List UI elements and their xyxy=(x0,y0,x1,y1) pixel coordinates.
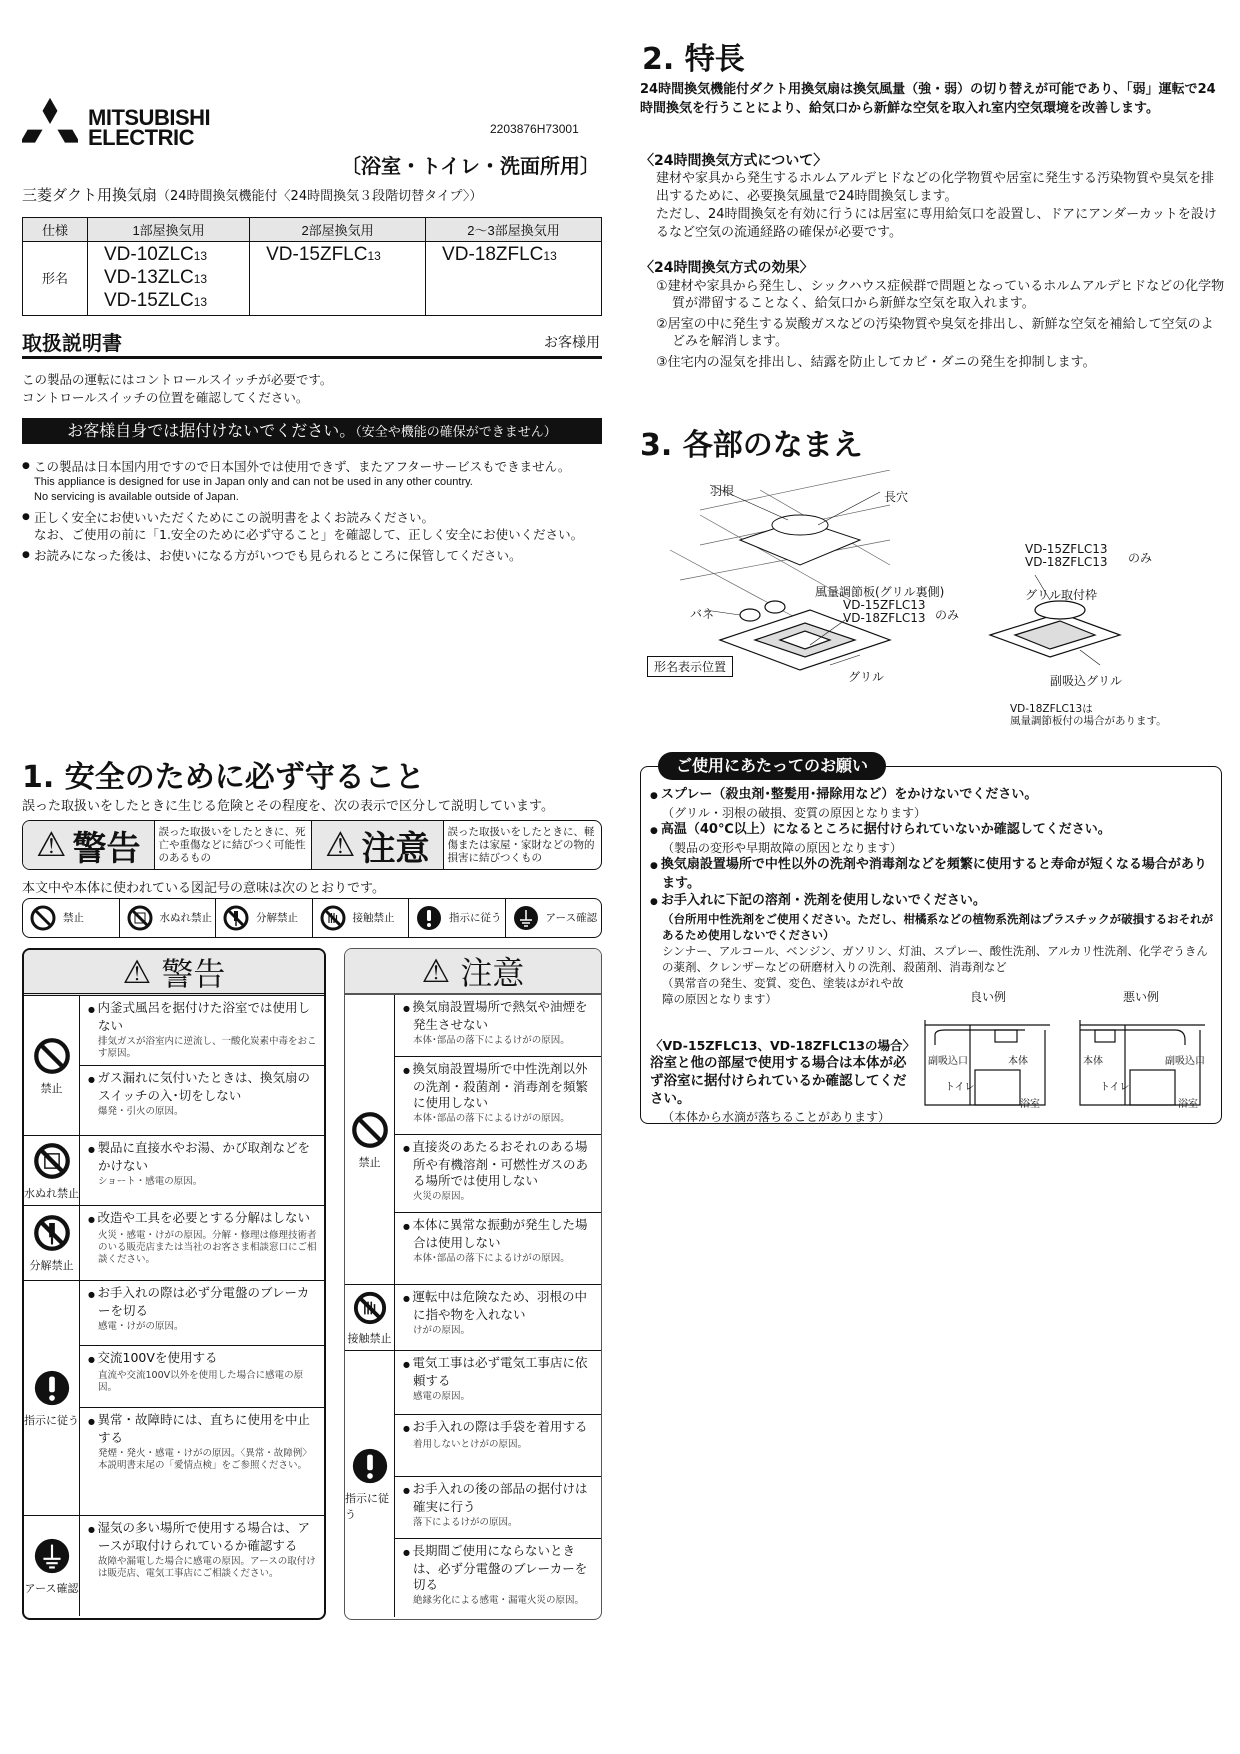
warning-panel-header: ⚠ 警告 xyxy=(24,950,324,996)
label-damper: 風量調節板(グリル裏側) xyxy=(815,585,945,599)
symbol-follow-instructions: 指示に従う xyxy=(409,899,506,937)
notice-item: ● この製品は日本国内用ですので日本国外では使用できず、またアフターサービスもできません。 This appliance is designed for use in Japan only and can not be used in any other country. No servicing is available outside of Japan. xyxy=(22,458,612,505)
request-item: ● 高温（40℃以上）になるところに据付けられていないか確認してください。 xyxy=(650,821,1216,840)
request-note: （製品の変形や早期故障の原因となります） xyxy=(662,841,903,855)
exclamation-icon xyxy=(32,1368,72,1408)
label-damper-note: VD-18ZFLC13は 風量調節板付の場合があります。 xyxy=(1010,703,1167,727)
group-icon: 指示に従う xyxy=(345,1351,395,1617)
usage-label: 〔浴室・トイレ・洗面所用〕 xyxy=(341,154,600,178)
warning-group-no-disassembly xyxy=(24,1206,324,1281)
label-damper-models: VD-15ZFLC13 VD-18ZFLC13 xyxy=(843,598,926,625)
label-grille: グリル xyxy=(848,670,885,684)
warning-item: ● 湿気の多い場所で使用する場合は、アースが取付けられているか確認する 故障や漏電した場合に感電の原因。アースの取付けは販売店、電気工事店にご相談ください。 xyxy=(80,1516,324,1584)
fig-body-good: 本体 xyxy=(1008,1056,1028,1067)
caution-desc: 誤った取扱いをしたときに、軽傷または家屋・家財などの物的損害に結びつくもの xyxy=(447,825,595,864)
exclamation-icon xyxy=(350,1446,390,1486)
symbol-no-water: 水ぬれ禁止 xyxy=(120,899,217,937)
fig-toilet-bad: トイレ xyxy=(1100,1082,1130,1093)
effect-item: ②居室の中に発生する炭酸ガスなどの汚染物質や臭気を排出し、新鮮な空気を補給して空気のよどみを解消します。 xyxy=(656,317,1214,349)
notice-item: ● 正しく安全にお使いいただくためにこの説明書をよくお読みください。 なお、ご使用の前に「1.安全のために必ず守ること」を確認して、正しく安全にお使いください。 xyxy=(22,509,612,543)
no-self-install-banner xyxy=(22,418,602,444)
warning-triangle-icon: ⚠ xyxy=(36,825,67,865)
warning-desc: 誤った取扱いをしたときに、死亡や重傷などに結びつく可能性のあるもの xyxy=(155,821,312,869)
label-frame-models: VD-15ZFLC13 VD-18ZFLC13 xyxy=(1025,542,1108,569)
warning-group-no-water xyxy=(24,1136,324,1206)
ground-icon xyxy=(512,904,540,932)
caution-group-prohibited xyxy=(345,995,601,1285)
method-body: 建材や家具から発生するホルムアルデヒドなどの化学物質や居室に発生する汚染物質や臭気を排出するために、必要換気風量で24時間換気します。 ただし、24時間換気を有効に行うには居室に専用給気口を設置し、ドアにアンダーカットを設けるなど空気の流通経路の確保が必要です。 xyxy=(656,171,1217,240)
fig-body-bad: 本体 xyxy=(1083,1056,1103,1067)
document-code: 2203876H73001 xyxy=(490,122,579,136)
label-sub-grille: 副吸込グリル xyxy=(1050,674,1123,688)
intro-line: コントロールスイッチの位置を確認してください。 xyxy=(22,390,309,405)
banner-text: お客様自身では据付けないでください。 xyxy=(67,421,356,440)
model-note: 〈VD-15ZFLC13、VD-18ZFLC13の場合〉 xyxy=(650,1038,916,1053)
label-only: のみ xyxy=(935,608,960,622)
fig-sub-inlet-bad: 副吸込口 xyxy=(1165,1056,1205,1067)
no-disassembly-icon xyxy=(222,904,250,932)
request-note: （台所用中性洗剤をご使用ください。ただし、柑橘系などの植物系洗剤はプラスチックが破損するおそれがあるため使用しないでください） xyxy=(662,912,1214,942)
symbol-prohibited: 禁止 xyxy=(23,899,120,937)
models-2room: VD-15ZFLC13 xyxy=(250,242,426,316)
fig-toilet-good: トイレ xyxy=(945,1082,975,1093)
group-icon: 禁止 xyxy=(345,995,395,1284)
section-3-heading: 3. 各部のなまえ xyxy=(640,428,863,463)
prohibited-icon xyxy=(32,1036,72,1076)
section-1-heading: 1. 安全のために必ず守ること xyxy=(22,760,425,795)
request-item: ● お手入れに下記の溶剤・洗剤を使用しないでください。 xyxy=(650,892,1216,911)
caution-item: ● 長期間ご使用にならないときは、必ず分電盤のブレーカーを切る 絶縁劣化による感電・漏電火災の原因。 xyxy=(395,1539,601,1611)
symbol-legend xyxy=(22,898,602,938)
warning-item: ● 交流100Vを使用する 直流や交流100V以外を使用した場合に感電の原因。 xyxy=(80,1346,324,1408)
spec-table xyxy=(22,217,602,316)
caution-item: ● お手入れの際は手袋を着用する 着用しないとけがの原因。 xyxy=(395,1415,601,1477)
caution-group-instructions xyxy=(345,1351,601,1617)
group-icon: アース確認 xyxy=(24,1516,80,1616)
intro-line: この製品の運転にはコントロールスイッチが必要です。 xyxy=(22,372,333,387)
request-note: （異常音の発生、変質、変色、塗装はがれや故障の原因となります） xyxy=(662,976,904,1006)
effect-item: ③住宅内の湿気を排出し、結露を防止してカビ・ダニの発生を抑制します。 xyxy=(656,355,1096,370)
prohibited-icon xyxy=(350,1110,390,1150)
caution-triangle-icon: ⚠ xyxy=(421,952,451,990)
divider xyxy=(22,356,602,359)
group-icon: 指示に従う xyxy=(24,1281,80,1515)
notice-item: ● お読みになった後は、お使いになる方がいつでも見られるところに保管してください。 xyxy=(22,547,612,564)
product-title: 三菱ダクト用換気扇 xyxy=(22,186,158,204)
fig-bath-good: 浴室 xyxy=(1020,1099,1040,1110)
notice-list xyxy=(22,458,612,568)
group-icon: 接触禁止 xyxy=(345,1285,395,1350)
request-note: （グリル・羽根の破損、変質の原因となります） xyxy=(662,806,927,820)
label-name-position: 形名表示位置 xyxy=(647,656,733,677)
subheading-effects: 〈24時間換気方式の効果〉 xyxy=(640,260,814,276)
product-name xyxy=(22,184,482,205)
mitsubishi-logo-icon xyxy=(22,96,78,152)
label-grille-frame: グリル取付枠 xyxy=(1025,588,1098,602)
features-lead: 24時間換気機能付ダクト用換気扇は換気風量（強・弱）の切り替えが可能であり、「弱」運転で24時間換気を行うことにより、給気口から新鮮な空気を取入れ室内空気環境を改善します。 xyxy=(640,82,1216,116)
section-2-heading: 2. 特長 xyxy=(642,42,745,77)
symbol-no-touch: 接触禁止 xyxy=(313,899,410,937)
symbol-no-disassembly: 分解禁止 xyxy=(216,899,313,937)
request-item: ● スプレー（殺虫剤･整髪用･掃除用など）をかけないでください。 xyxy=(650,786,1216,805)
safety-intro: 誤った取扱いをしたときに生じる危険とその程度を、次の表示で区分して説明しています。 xyxy=(22,799,554,814)
effects-list xyxy=(656,278,1226,375)
spec-model-row xyxy=(23,242,602,316)
warning-item: ● お手入れの際は必ず分電盤のブレーカーを切る 感電・けがの原因。 xyxy=(80,1281,324,1346)
warning-group-prohibited xyxy=(24,996,324,1136)
bath-install-note: 浴室と他の部屋で使用する場合は本体が必ず浴室に据付けられているか確認してください。 xyxy=(650,1055,907,1107)
warning-group-instructions xyxy=(24,1281,324,1516)
caution-legend: ⚠ 注意 xyxy=(312,821,444,869)
caution-item: ● 直接炎のあたるおそれのある場所や有機溶剤・可燃性ガスのある場所では使用しない 火災の原因。 xyxy=(395,1135,601,1213)
spec-header: 仕様 xyxy=(23,218,88,242)
warning-panel xyxy=(22,948,326,1620)
caution-item: ● 本体に異常な振動が発生した場合は使用しない 本体･部品の落下によるけがの原因。 xyxy=(395,1213,601,1269)
caution-group-no-touch xyxy=(345,1285,601,1351)
for-customer-label: お客様用 xyxy=(544,335,600,351)
label-slot: 長穴 xyxy=(884,490,909,504)
effect-item: ①建材や家具から発生し、シックハウス症候群で問題となっているホルムアルデヒドなどの化学物質が滞留することなく、給気口から新鮮な空気を取入れます。 xyxy=(656,279,1225,311)
warning-item: ● ガス漏れに気付いたときは、換気扇のスイッチの入･切をしない 爆発・引火の原因。 xyxy=(80,1066,324,1122)
usage-requests-list xyxy=(650,786,1216,1007)
warning-legend: ⚠ 警告 xyxy=(23,821,155,869)
no-disassembly-icon xyxy=(32,1213,72,1253)
bath-install-subnote: （本体から水滴が落ちることがあります） xyxy=(662,1110,891,1124)
no-water-icon xyxy=(32,1141,72,1181)
usage-requests-title: ご使用にあたってのお願い xyxy=(658,752,886,780)
spec-header: 2～3部屋換気用 xyxy=(426,218,602,242)
caution-item: ● 換気扇設置場所で熱気や油煙を発生させない 本体･部品の落下によるけがの原因。 xyxy=(395,995,601,1057)
model-label: 形名 xyxy=(23,242,88,316)
request-note: シンナー、アルコール、ベンジン、ガソリン、灯油、スプレー、酸性洗剤、アルカリ性洗剤、化学ぞうきんの薬剤、クレンザーなどの研磨材入りの洗剤、殺菌剤、消毒剤など xyxy=(662,944,1208,974)
ground-icon xyxy=(32,1536,72,1576)
spec-header-row xyxy=(23,218,602,242)
warning-item: ● 内釜式風呂を据付けた浴室では使用しない 排気ガスが浴室内に逆流し、一酸化炭素中毒をおこす原因。 xyxy=(80,996,324,1066)
group-icon: 分解禁止 xyxy=(24,1206,80,1280)
no-touch-icon xyxy=(319,904,347,932)
exclamation-icon xyxy=(415,904,443,932)
models-2-3room: VD-18ZFLC13 xyxy=(426,242,602,316)
caution-item: ● 運転中は危険なため、羽根の中に指や物を入れない けがの原因。 xyxy=(395,1285,601,1341)
bad-example-label: 悪い例 xyxy=(1123,990,1160,1004)
caution-item: ● 電気工事は必ず電気工事店に依頼する 感電の原因。 xyxy=(395,1351,601,1415)
brand-name xyxy=(88,105,211,150)
caution-panel xyxy=(344,948,602,1620)
models-1room: VD-10ZLC13 VD-13ZLC13 VD-15ZLC13 xyxy=(88,242,250,316)
warning-item: ● 改造や工具を必要とする分解はしない 火災・感電・けがの原因。分解・修理は修理技術者のいる販売店または当社のお客さま相談窓口にご相談ください。 xyxy=(80,1206,324,1270)
product-subtitle: （24時間換気機能付〈24時間換気３段階切替タイプ〉） xyxy=(157,189,483,204)
label-only-2: のみ xyxy=(1128,551,1153,565)
no-water-icon xyxy=(126,904,154,932)
warning-item: ● 製品に直接水やお湯、かび取剤などをかけない ショート・感電の原因。 xyxy=(80,1136,324,1192)
caution-item: ● お手入れの後の部品の据付けは確実に行う 落下によるけがの原因。 xyxy=(395,1477,601,1539)
caution-panel-header: ⚠ 注意 xyxy=(345,949,601,995)
label-fan: 羽根 xyxy=(710,484,735,498)
warning-item: ● 異常・故障時には、直ちに使用を中止する 発煙・発火・感電・けがの原因。〈異常・故障例〉本説明書末尾の「愛情点検」をご参照ください。 xyxy=(80,1408,324,1476)
warning-group-ground xyxy=(24,1516,324,1616)
manual-title: 取扱説明書 xyxy=(22,331,122,355)
spec-header: 2部屋換気用 xyxy=(250,218,426,242)
brand-line-1: MITSUBISHI xyxy=(88,105,211,130)
intro-text xyxy=(22,371,332,407)
label-spring: バネ xyxy=(690,607,715,621)
good-example-label: 良い例 xyxy=(970,990,1007,1004)
prohibited-icon xyxy=(29,904,57,932)
banner-note: （安全や機能の確保ができません） xyxy=(355,425,557,440)
no-touch-icon xyxy=(352,1290,388,1326)
request-item: ● 換気扇設置場所で中性以外の洗剤や消毒剤などを頻繁に使用すると寿命が短くなる場合があります。 xyxy=(650,856,1216,892)
subheading-method: 〈24時間換気方式について〉 xyxy=(640,153,828,169)
fig-bath-bad: 浴室 xyxy=(1178,1099,1198,1110)
warning-triangle-icon: ⚠ xyxy=(122,952,152,991)
fig-sub-inlet-good: 副吸込口 xyxy=(928,1056,968,1067)
caution-item: ● 換気扇設置場所で中性洗剤以外の洗剤・殺菌剤・消毒剤を頻繁に使用しない 本体･部品の落下によるけがの原因。 xyxy=(395,1057,601,1135)
symbols-caption: 本文中や本体に使われている図記号の意味は次のとおりです。 xyxy=(22,881,385,896)
caution-triangle-icon: ⚠ xyxy=(325,825,356,865)
group-icon: 水ぬれ禁止 xyxy=(24,1136,80,1205)
severity-legend xyxy=(22,820,602,870)
parts-diagram xyxy=(640,470,1240,740)
brand-line-2: ELECTRIC xyxy=(88,125,194,150)
symbol-ground-check: アース確認 xyxy=(506,899,602,937)
group-icon: 禁止 xyxy=(24,996,80,1135)
spec-header: 1部屋換気用 xyxy=(88,218,250,242)
